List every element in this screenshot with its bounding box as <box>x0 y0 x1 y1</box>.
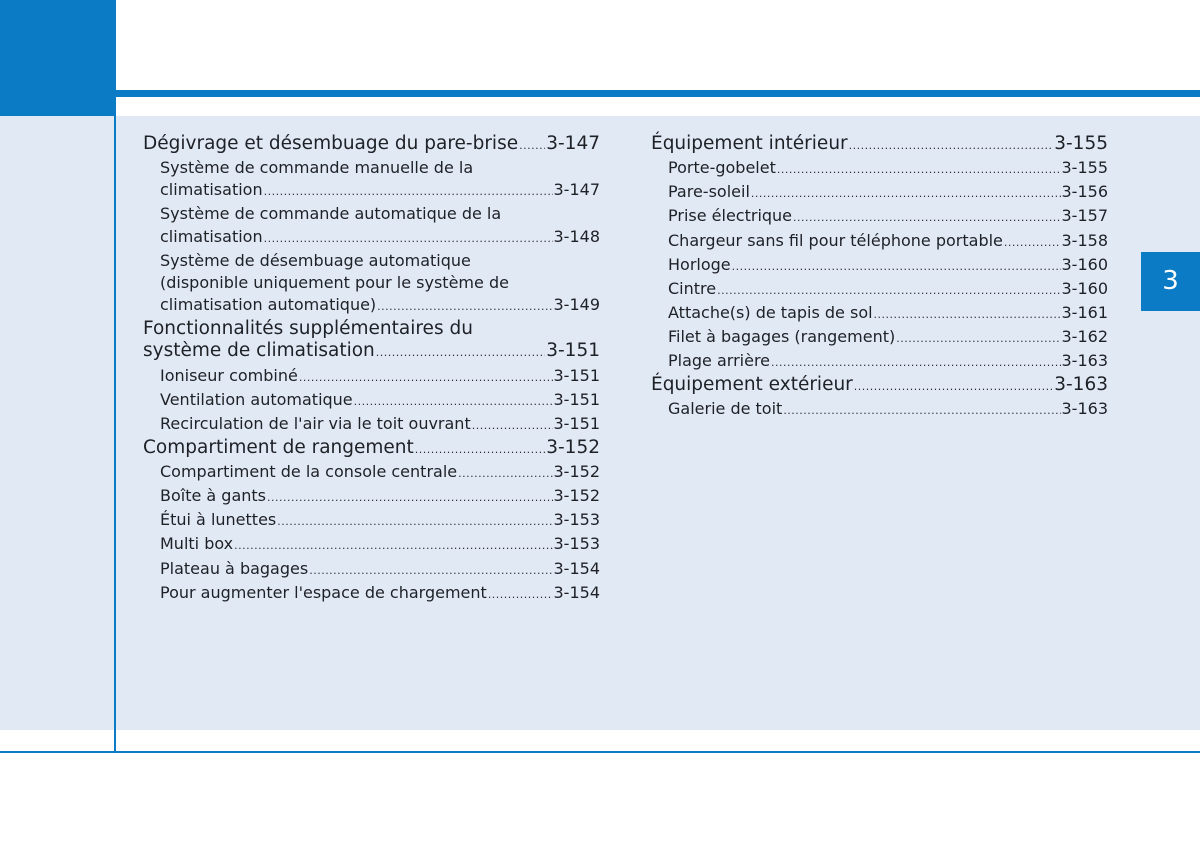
toc-page-number: 3-163 <box>1061 351 1108 371</box>
toc-leader <box>793 207 1060 229</box>
toc-right-column <box>651 133 1108 423</box>
toc-page-number: 3-154 <box>553 582 600 602</box>
toc-page-number: 3-162 <box>1061 326 1108 346</box>
toc-item-attache-tapis[interactable] <box>651 302 1108 326</box>
toc-item-continuation: Système de désembuage automatique <box>160 250 471 270</box>
toc-leader <box>519 135 545 157</box>
toc-item-continuation: Système de commande manuelle de la <box>160 158 474 178</box>
toc-page-number: 3-152 <box>553 486 600 506</box>
toc-item-title: climatisation automatique) <box>160 294 377 314</box>
toc-leader <box>377 296 552 318</box>
toc-section-title: Équipement extérieur <box>651 374 853 396</box>
toc-item-filet-bagages[interactable] <box>651 326 1108 350</box>
toc-item-title: Horloge <box>668 254 731 274</box>
toc-page-number: 3-163 <box>1061 399 1108 419</box>
toc-leader <box>376 342 545 364</box>
toc-section-title: Dégivrage et désembuage du pare-brise <box>143 133 519 154</box>
corner-color-block <box>0 0 116 116</box>
toc-page-number: 3-151 <box>546 340 600 362</box>
toc-page-number: 3-160 <box>1061 278 1108 298</box>
toc-page-number: 3-156 <box>1061 182 1108 202</box>
toc-item-horloge[interactable] <box>651 254 1108 278</box>
toc-page-number: 3-151 <box>553 413 600 433</box>
toc-leader <box>874 304 1061 326</box>
toc-item-galerie-toit[interactable] <box>651 398 1108 422</box>
toc-page-number: 3-152 <box>546 436 600 458</box>
toc-item-title: Ventilation automatique <box>160 389 353 409</box>
toc-section-title: Équipement intérieur <box>651 133 848 154</box>
toc-item-etui-lunettes[interactable] <box>143 509 600 533</box>
toc-item-title: Galerie de toit <box>668 399 783 419</box>
toc-left-column <box>143 133 600 606</box>
toc-page-number: 3-154 <box>553 558 600 578</box>
toc-page-number: 3-149 <box>553 294 600 314</box>
chapter-tab[interactable]: 3 <box>1141 252 1200 311</box>
toc-leader <box>458 463 552 485</box>
left-margin-rule <box>114 116 116 752</box>
toc-item-title: climatisation <box>160 226 263 246</box>
header-rule <box>116 90 1200 97</box>
toc-item-porte-gobelet[interactable] <box>651 157 1108 181</box>
toc-page-number: 3-148 <box>553 226 600 246</box>
toc-item-title: Ioniseur combiné <box>160 365 298 385</box>
toc-leader <box>267 487 552 509</box>
toc-page-number: 3-153 <box>553 534 600 554</box>
toc-leader <box>896 328 1060 350</box>
toc-leader <box>751 183 1061 205</box>
toc-page-number: 3-157 <box>1061 206 1108 226</box>
toc-item-ventilation[interactable] <box>143 389 600 413</box>
toc-item-automatique[interactable] <box>143 226 600 250</box>
toc-leader <box>415 439 545 461</box>
toc-page-number: 3-147 <box>546 133 600 154</box>
toc-page-number: 3-147 <box>553 180 600 200</box>
toc-section-fonctionnalites[interactable] <box>143 340 600 364</box>
toc-page-number: 3-163 <box>1054 374 1108 396</box>
toc-item-title: Boîte à gants <box>160 486 267 506</box>
toc-item-title: Recirculation de l'air via le toit ouvrant <box>160 413 471 433</box>
toc-leader <box>854 376 1053 398</box>
toc-item-title: Pour augmenter l'espace de chargement <box>160 582 487 602</box>
toc-item-boite-gants[interactable] <box>143 485 600 509</box>
toc-item-title: Pare-soleil <box>668 182 750 202</box>
toc-page-number: 3-153 <box>553 510 600 530</box>
toc-leader <box>771 352 1060 374</box>
toc-item-title: climatisation <box>160 180 263 200</box>
toc-leader <box>849 135 1054 157</box>
toc-item-ioniseur[interactable] <box>143 365 600 389</box>
toc-section-exterieur[interactable] <box>651 374 1108 398</box>
toc-item-title: Multi box <box>160 534 234 554</box>
toc-section-title: système de climatisation <box>143 340 375 362</box>
toc-section-rangement[interactable] <box>143 437 600 461</box>
toc-item-recirculation[interactable] <box>143 413 600 437</box>
toc-item-title: Attache(s) de tapis de sol <box>668 302 873 322</box>
toc-page-number: 3-161 <box>1061 302 1108 322</box>
toc-page-number: 3-155 <box>1061 158 1108 178</box>
toc-item-title: Chargeur sans fil pour téléphone portable <box>668 230 1003 250</box>
toc-item-title: Porte-gobelet <box>668 158 776 178</box>
toc-item-manuelle[interactable] <box>143 179 600 203</box>
toc-item-title: Cintre <box>668 278 717 298</box>
toc-leader <box>277 511 552 533</box>
toc-item-title: Prise électrique <box>668 206 793 226</box>
toc-leader <box>783 400 1060 422</box>
footer-rule <box>0 751 1200 753</box>
toc-leader <box>488 584 553 606</box>
toc-item-chargeur-sans-fil[interactable] <box>651 230 1108 254</box>
toc-section-title: Compartiment de rangement <box>143 436 414 458</box>
toc-item-title: Compartiment de la console centrale <box>160 462 458 482</box>
toc-item-title: Plage arrière <box>668 351 771 371</box>
toc-leader <box>732 256 1061 278</box>
toc-leader <box>299 367 553 389</box>
toc-section-degivrage[interactable] <box>143 133 600 157</box>
toc-leader <box>717 280 1060 302</box>
toc-page-number: 3-152 <box>553 462 600 482</box>
toc-item-plage-arriere[interactable] <box>651 350 1108 374</box>
toc-page-number: 3-151 <box>553 365 600 385</box>
toc-item-console[interactable] <box>143 461 600 485</box>
toc-item-espace-chargement[interactable] <box>143 582 600 606</box>
toc-page-number: 3-160 <box>1061 254 1108 274</box>
toc-item-title: Filet à bagages (rangement) <box>668 326 896 346</box>
toc-page-number: 3-158 <box>1061 230 1108 250</box>
toc-leader <box>264 228 553 250</box>
toc-leader <box>472 415 553 437</box>
toc-item-multi-box[interactable] <box>143 533 600 557</box>
toc-leader <box>309 560 552 582</box>
toc-item-cintre[interactable] <box>651 278 1108 302</box>
toc-item-prise-electrique[interactable] <box>651 205 1108 229</box>
toc-item-title: Plateau à bagages <box>160 558 309 578</box>
toc-leader <box>234 535 552 557</box>
toc-section-continuation: Fonctionnalités supplémentaires du <box>143 317 473 339</box>
toc-item-continuation: (disponible uniquement pour le système de <box>160 272 509 292</box>
toc-item-continuation: Système de commande automatique de la <box>160 204 502 224</box>
toc-leader <box>777 159 1061 181</box>
toc-item-title: Étui à lunettes <box>160 510 277 530</box>
toc-item-plateau-bagages[interactable] <box>143 558 600 582</box>
toc-section-interieur[interactable] <box>651 133 1108 157</box>
toc-item-desembuage-auto[interactable] <box>143 294 600 318</box>
toc-leader <box>264 181 553 203</box>
toc-leader <box>354 391 553 413</box>
toc-page-number: 3-151 <box>553 389 600 409</box>
toc-page-number: 3-155 <box>1054 133 1108 154</box>
toc-leader <box>1004 232 1061 254</box>
toc-item-pare-soleil[interactable] <box>651 181 1108 205</box>
